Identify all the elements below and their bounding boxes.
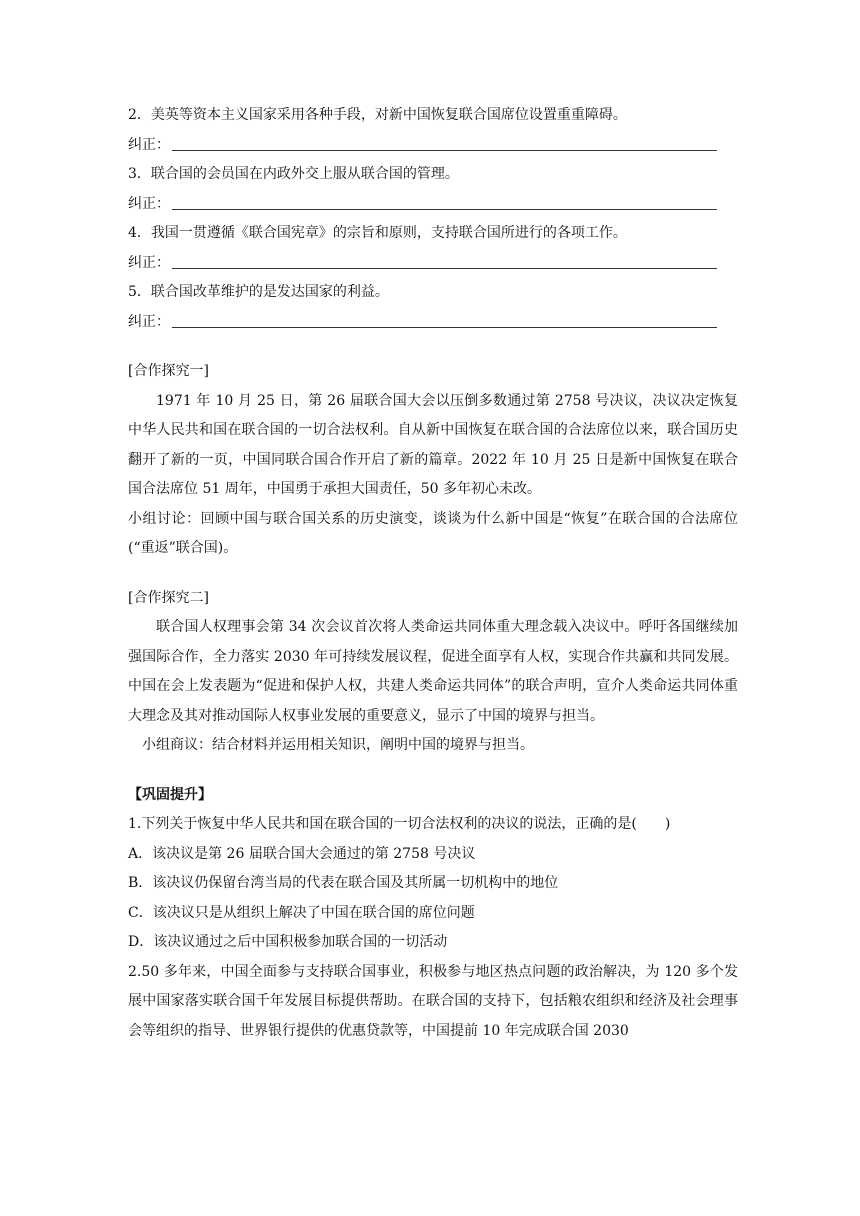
statement-text: 3．联合国的会员国在内政外交上服从联合国的管理。 xyxy=(128,166,459,182)
question-1-stem: 1.下列关于恢复中华人民共和国在联合国的一切合法权利的决议的说法，正确的是( ) xyxy=(128,816,671,832)
correction-item-3 xyxy=(128,160,738,219)
option-a[interactable]: A．该决议是第 26 届联合国大会通过的第 2758 号决议 xyxy=(128,845,476,862)
document-content xyxy=(128,101,738,1046)
statement-text: 2．美英等资本主义国家采用各种手段，对新中国恢复联合国席位设置重重障碍。 xyxy=(128,107,627,123)
section-title: [合作探究一] xyxy=(128,363,209,379)
correction-blank[interactable] xyxy=(172,209,717,210)
correction-label: 纠正： xyxy=(128,195,170,212)
correction-label: 纠正： xyxy=(128,313,170,330)
correction-blank[interactable] xyxy=(172,327,717,328)
correction-line xyxy=(128,131,738,161)
option-b[interactable]: B．该决议仍保留台湾当局的代表在联合国及其所属一切机构中的地位 xyxy=(128,875,559,891)
correction-line xyxy=(128,249,738,279)
explore-section-1 xyxy=(128,357,738,564)
explore-section-2 xyxy=(128,584,738,761)
discussion-prompt: 小组商议：结合材料并运用相关知识，阐明中国的境界与担当。 xyxy=(142,737,534,753)
correction-label: 纠正： xyxy=(128,254,170,271)
correction-line xyxy=(128,190,738,220)
material-paragraph: 1971 年 10 月 25 日，第 26 届联合国大会以压倒多数通过第 2758 号决议，决议决定恢复中华人民共和国在联合国的一切合法权利。自从新中国恢复在联合国的合法席位以来，联合国历史翻开了新的一页，中国同联合国合作开启了新的篇章。2022 年 10 月 25 日是新中国恢复在联合国合法席位 51 周年，中国勇于承担大国责任，50 多年初心未改。 xyxy=(128,392,738,497)
correction-item-5 xyxy=(128,278,738,337)
consolidate-section xyxy=(128,781,738,1047)
correction-blank[interactable] xyxy=(172,268,717,269)
option-d[interactable]: D．该决议通过之后中国积极参加联合国的一切活动 xyxy=(128,934,448,950)
section-title: [合作探究二] xyxy=(128,589,209,606)
statement-text: 5．联合国改革维护的是发达国家的利益。 xyxy=(128,284,389,300)
correction-label: 纠正： xyxy=(128,136,170,153)
correction-item-4 xyxy=(128,219,738,278)
correction-item-2 xyxy=(128,101,738,160)
discussion-prompt: 小组讨论：回顾中国与联合国关系的历史演变，谈谈为什么新中国是“恢复”在联合国的合法席位(“重返”联合国)。 xyxy=(128,510,738,556)
section-heading: 【巩固提升】 xyxy=(128,786,212,803)
option-c[interactable]: C．该决议只是从组织上解决了中国在联合国的席位问题 xyxy=(128,904,475,921)
correction-line xyxy=(128,308,738,338)
material-paragraph: 联合国人权理事会第 34 次会议首次将人类命运共同体重大理念载入决议中。呼吁各国继续加强国际合作，全力落实 2030 年可持续发展议程，促进全面享有人权，实现合作共赢和共同发展。中国在会上发表题为“促进和保护人权，共建人类命运共同体”的联合声明，宣介人类命运共同体重大理念及其对推动国际人权事业发展的重要意义，显示了中国的境界与担当。 xyxy=(128,619,738,724)
statement-text: 4．我国一贯遵循《联合国宪章》的宗旨和原则，支持联合国所进行的各项工作。 xyxy=(128,225,627,241)
correction-blank[interactable] xyxy=(172,150,717,151)
question-2-stem: 2.50 多年来，中国全面参与支持联合国事业，积极参与地区热点问题的政治解决，为 120 多个发展中国家落实联合国千年发展目标提供帮助。在联合国的支持下，包括粮农组织和经济及社会理事会等组织的指导、世界银行提供的优惠贷款等，中国提前 10 年完成联合国 2030 xyxy=(128,963,738,1039)
